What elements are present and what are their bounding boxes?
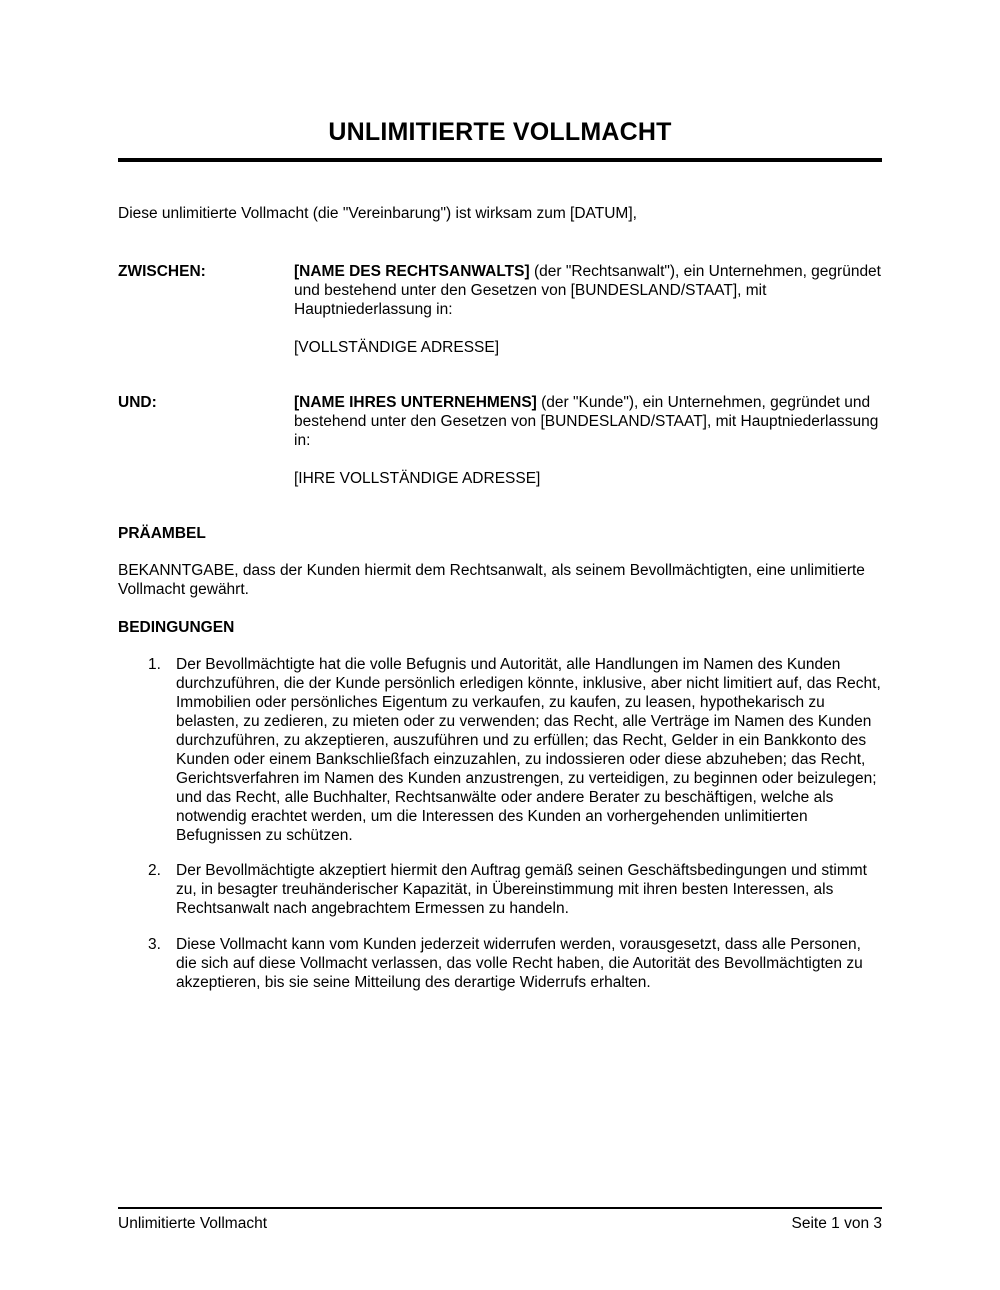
party-description-text: (der "Kunde"), ein Unternehmen, gegründet und bestehend unter den Gesetzen von [BUNDESLAND/STAAT], mit Hauptniederlassung in: [294, 394, 879, 449]
party-address: [VOLLSTÄNDIGE ADRESSE] [294, 339, 500, 356]
party-description-text: (der "Rechtsanwalt"), ein Unternehmen, gegründet und bestehend unter den Gesetzen von [BUNDESLAND/STAAT], mit Hauptniederlassung in: [294, 263, 881, 318]
party-label: UND: [118, 394, 157, 411]
condition-text: Der Bevollmächtigte akzeptiert hiermit den Auftrag gemäß seinen Geschäftsbedingungen und stimmt zu, in besagter treuhänderischer Kapazität, in Übereinstimmung mit ihren besten Interessen, als Rechtsanwalt nach angebrachtem Ermessen zu handeln. [176, 862, 867, 917]
party-label: ZWISCHEN: [118, 263, 206, 280]
party-details [294, 262, 884, 357]
title-divider [118, 158, 882, 162]
preamble-text: BEKANNTGABE, dass der Kunden hiermit dem Rechtsanwalt, als seinem Bevollmächtigten, eine unlimitierte Vollmacht gewährt. [118, 562, 865, 598]
intro-paragraph: Diese unlimitierte Vollmacht (die "Vereinbarung") ist wirksam zum [DATUM], [118, 205, 637, 222]
preamble-heading: PRÄAMBEL [118, 525, 206, 542]
condition-text: Diese Vollmacht kann vom Kunden jederzeit widerrufen werden, vorausgesetzt, dass alle Personen, die sich auf diese Vollmacht verlassen, das volle Recht haben, die Autorität des Bevollmächtigten zu akzeptieren, bis sie seine Mitteilung des derartige Widerrufs erhalten. [176, 936, 863, 991]
list-number: 3. [148, 936, 161, 953]
list-number: 2. [148, 862, 161, 879]
footer-page-number: Seite 1 von 3 [791, 1215, 882, 1232]
party-name: [NAME DES RECHTSANWALTS] [294, 263, 530, 280]
condition-text: Der Bevollmächtigte hat die volle Befugnis und Autorität, alle Handlungen im Namen des Kunden durchzuführen, die der Kunde persönlich erledigen könnte, inklusive, aber nicht limitiert auf, das Recht, Immobilien oder persönliches Eigentum zu verkaufen, zu kaufen, zu leasen, hypothekarisch zu belasten, zu zedieren, zu mieten oder zu verwenden; das Recht, alle Verträge im Namen des Kunden durchzuführen, zu akzeptieren, auszuführen und zu erfüllen; das Recht, Gelder in ein Bankkonto des Kunden oder einem Bankschließfach einzuzahlen, zu indossieren oder diese abzuheben; das Recht, Gerichtsverfahren im Namen des Kunden anzustrengen, zu verteidigen, zu beginnen oder beizulegen; und das Recht, alle Buchhalter, Rechtsanwälte oder andere Berater zu beschäftigen, welche als notwendig erachtet werden, um die Interessen des Kunden an vorhergehenden unlimitierten Befugnissen zu schützen. [176, 656, 881, 844]
party-details [294, 393, 884, 488]
document-page [118, 0, 882, 1290]
party-description [294, 393, 884, 450]
footer-divider [118, 1207, 882, 1209]
footer-document-name: Unlimitierte Vollmacht [118, 1215, 268, 1232]
conditions-heading: BEDINGUNGEN [118, 619, 235, 636]
document-title: UNLIMITIERTE VOLLMACHT [328, 118, 672, 146]
party-name: [NAME IHRES UNTERNEHMENS] [294, 394, 537, 411]
party-description [294, 262, 884, 319]
party-address: [IHRE VOLLSTÄNDIGE ADRESSE] [294, 470, 541, 487]
list-number: 1. [148, 656, 161, 673]
